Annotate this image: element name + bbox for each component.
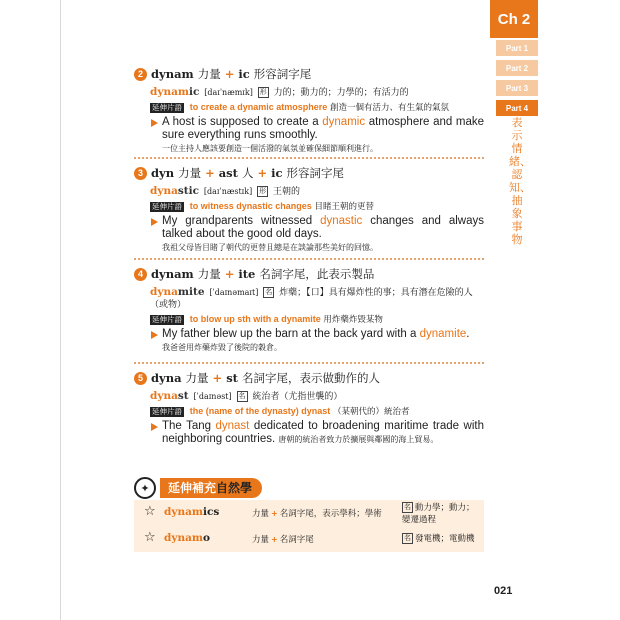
example-translation: 我祖父母皆目睹了朝代的更替且總是在談論那些美好的回憶。	[162, 243, 378, 252]
extension-tag: 延伸片語	[152, 201, 182, 211]
triangle-bullet-icon	[151, 423, 158, 431]
pronunciation: [ˈdaɪnəmaɪt]	[209, 288, 259, 297]
phrase-meaning: 目睹王朝的更替	[314, 202, 374, 212]
example-keyword: dynamic	[322, 116, 366, 128]
phrase: to blow up sth with a dynamite	[189, 314, 321, 324]
extension-tag: 延伸片語	[152, 314, 182, 324]
entry-dynast	[134, 370, 484, 446]
entry-number: 5	[134, 372, 147, 385]
supplement-meaning: 名 發電機；電動機	[404, 534, 475, 544]
lightbulb-icon: ✦	[134, 477, 156, 499]
plus-sign: +	[224, 267, 235, 281]
extension-phrase	[150, 313, 484, 326]
entry-dynamic	[134, 66, 484, 154]
word-definition	[150, 390, 484, 403]
left-margin-line	[60, 0, 61, 620]
part-of-speech: 名	[238, 392, 246, 400]
phrase: the (name of the dynasty) dynast	[189, 406, 331, 416]
divider	[134, 157, 484, 159]
root-word: dynam	[151, 267, 194, 281]
entry-heading	[134, 266, 484, 282]
triangle-bullet-icon	[151, 331, 158, 339]
star-icon: ☆	[144, 504, 156, 519]
phrase: to witness dynastic changes	[189, 201, 312, 211]
extension-phrase	[150, 200, 484, 213]
phrase-meaning: 創造一個有活力、有生氣的氣氛	[329, 103, 449, 113]
part-of-speech: 形	[259, 187, 267, 195]
pronunciation: [ˈdaɪnəst]	[193, 392, 232, 401]
extension-phrase	[150, 405, 484, 418]
suffix: ic	[238, 67, 250, 81]
divider	[134, 362, 484, 364]
supplement-word: dynamo	[164, 532, 211, 544]
example-translation: 我爸爸用炸藥炸毀了後院的穀倉。	[162, 343, 282, 352]
divider	[134, 258, 484, 260]
suffix: ast	[218, 166, 238, 180]
chapter-tab[interactable]: Ch 2	[490, 0, 538, 38]
example-sentence: The Tang dynast dedicated to broadening maritime trade with neighboring countries. 唐朝的統治者致力於擴展與鄰國的海上貿易。	[150, 420, 484, 446]
star-icon: ☆	[144, 530, 156, 545]
entry-number: 3	[134, 167, 147, 180]
root-word: dynam	[151, 67, 194, 81]
supplement-box	[134, 500, 484, 552]
definition: 統治者（尤指世襲的）	[252, 392, 343, 402]
part-tab-1[interactable]: Part 1	[496, 40, 538, 56]
entry-heading	[134, 66, 484, 82]
extension-tag: 延伸片語	[152, 406, 182, 416]
phrase: to create a dynamic atmosphere	[189, 102, 328, 112]
root-meaning: 力量	[185, 371, 209, 385]
example-sentence: A host is supposed to create a dynamic atmosphere and make sure everything runs smoothly.	[150, 116, 484, 142]
page-number: 021	[494, 585, 513, 597]
headword: dynamic	[150, 86, 200, 98]
part-tab-3[interactable]: Part 3	[496, 80, 538, 96]
extension-tag: 延伸片語	[152, 102, 182, 112]
root-meaning: 力量	[197, 267, 221, 281]
section-vertical-title: 表示情緒、認知、抽象事物	[509, 116, 531, 246]
plus-sign: +	[212, 371, 223, 385]
definition: 王朝的	[272, 187, 300, 197]
part-of-speech: 形	[259, 88, 267, 96]
root-word: dyna	[151, 371, 182, 385]
extension-phrase	[150, 101, 484, 114]
triangle-bullet-icon	[151, 218, 158, 226]
example-keyword: dynast	[215, 420, 250, 432]
headword: dynast	[150, 390, 189, 402]
plus-sign: +	[224, 67, 235, 81]
supplement-breakdown: 力量 + 名詞字尾	[252, 535, 314, 545]
example-translation: 一位主持人應該要創造一個活潑的氣氛並確保細節順利進行。	[162, 144, 378, 153]
supplement-header	[134, 476, 262, 500]
supplement-word: dynamics	[164, 506, 220, 518]
headword: dynastic	[150, 185, 200, 197]
suffix-meaning: 形容詞字尾	[253, 67, 312, 81]
root-word: dyn	[151, 166, 175, 180]
plus-sign: +	[205, 166, 215, 180]
entry-dynamite	[134, 266, 484, 353]
example-keyword: dynastic	[320, 215, 363, 227]
definition: 力的；動力的；力學的；有活力的	[273, 88, 409, 98]
entry-dynastic	[134, 165, 484, 253]
word-definition	[150, 286, 484, 311]
part-of-speech: 名	[265, 288, 273, 296]
phrase-meaning: （某朝代的）統治者	[332, 407, 410, 417]
pronunciation: [daɪˈnæstɪk]	[203, 187, 253, 196]
example-translation: 唐朝的統治者致力於擴展與鄰國的海上貿易。	[278, 435, 439, 444]
suffix-meaning: 名詞字尾，此表示製品	[259, 267, 375, 281]
word-definition	[150, 86, 484, 99]
part-tab-2[interactable]: Part 2	[496, 60, 538, 76]
suffix: ite	[238, 267, 256, 281]
plus-sign: +	[257, 166, 268, 180]
definition: 炸藥；【口】具有爆炸性的事；具有潛在危險的人（或物）	[150, 288, 473, 310]
suffix-meaning: 名詞字尾，表示做動作的人	[241, 371, 380, 385]
example-sentence: My father blew up the barn at the back yard with a dynamite.	[150, 328, 484, 341]
supplement-row	[134, 502, 484, 524]
phrase-meaning: 用炸藥炸毀某物	[323, 315, 383, 325]
part-tab-4[interactable]: Part 4	[496, 100, 538, 116]
supplement-breakdown: 力量 + 名詞字尾，表示學科；學術	[252, 509, 382, 519]
supplement-meaning: 名 動力學；動力；變遷過程	[402, 503, 475, 525]
triangle-bullet-icon	[151, 119, 158, 127]
root-meaning: 力量	[178, 166, 202, 180]
entry-number: 4	[134, 268, 147, 281]
suffix-meaning: 人	[241, 166, 254, 180]
supplement-row	[134, 528, 484, 550]
entry-number: 2	[134, 68, 147, 81]
suffix-2: ic	[271, 166, 283, 180]
entry-heading	[134, 370, 484, 386]
headword: dynamite	[150, 286, 205, 298]
pronunciation: [daɪˈnæmɪk]	[204, 88, 253, 97]
supplement-title: 延伸補充自然學	[160, 478, 262, 498]
example-keyword: dynamite	[419, 328, 467, 340]
entry-heading	[134, 165, 484, 181]
root-meaning: 力量	[197, 67, 221, 81]
suffix-2-meaning: 形容詞字尾	[286, 166, 344, 180]
example-sentence: My grandparents witnessed dynastic changes and always talked about the good old days.	[150, 215, 484, 241]
word-definition	[150, 185, 484, 198]
suffix: st	[226, 371, 238, 385]
